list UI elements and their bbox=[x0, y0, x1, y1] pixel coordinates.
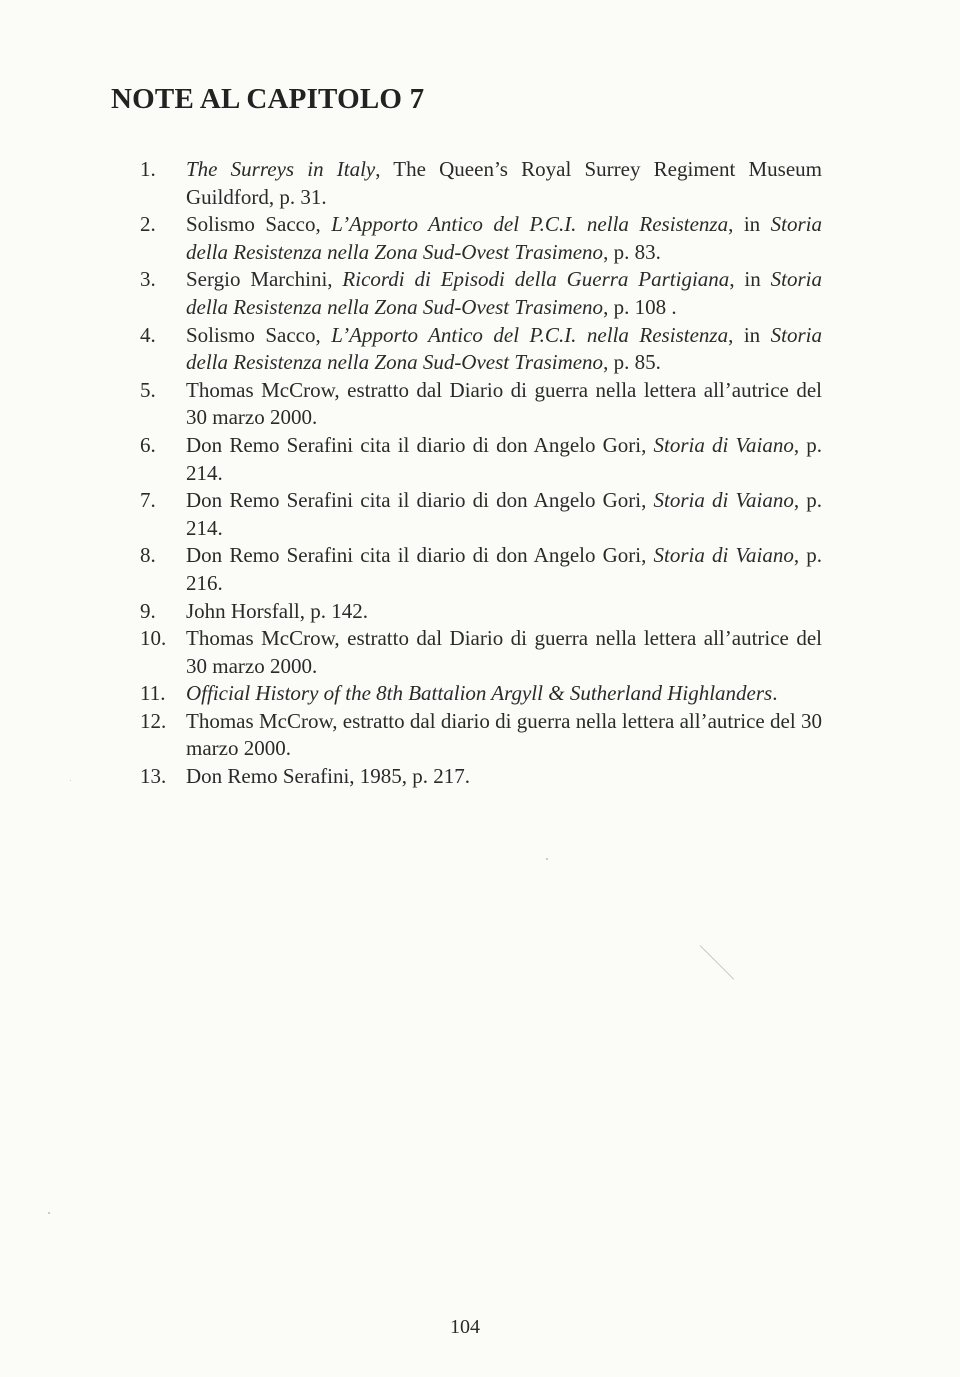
note-number: 4. bbox=[140, 322, 156, 347]
note-item bbox=[140, 763, 822, 791]
chapter-title: NOTE AL CAPITOLO 7 bbox=[111, 83, 425, 115]
note-text-fragment: , in bbox=[728, 322, 771, 347]
note-number: 6. bbox=[140, 432, 156, 457]
note-text-fragment: , p. 83. bbox=[603, 239, 661, 264]
note-number: 5. bbox=[140, 377, 156, 402]
note-text bbox=[186, 487, 822, 542]
note-title-italic: Storia della Resistenza nella Zona Sud-Ovest Trasimeno bbox=[186, 212, 822, 264]
note-item bbox=[140, 625, 822, 680]
note-text-fragment: Sergio Marchini, bbox=[186, 267, 343, 292]
note-text bbox=[186, 708, 822, 763]
note-text bbox=[186, 156, 822, 211]
note-text-fragment: Thomas McCrow, estratto dal diario di guerra nella lettera all’autrice del 30 marzo 2000. bbox=[186, 708, 822, 761]
note-number: 13. bbox=[140, 764, 167, 789]
note-text bbox=[186, 598, 822, 626]
note-text-fragment: Don Remo Serafini cita il diario di don Angelo Gori, bbox=[186, 543, 654, 568]
note-title-italic: Storia della Resistenza nella Zona Sud-Ovest Trasimeno bbox=[186, 267, 822, 319]
note-item bbox=[140, 708, 822, 763]
note-item bbox=[140, 432, 822, 487]
note-item bbox=[140, 322, 822, 377]
note-item bbox=[140, 211, 822, 266]
note-text bbox=[186, 211, 822, 266]
note-number: 1. bbox=[140, 157, 156, 181]
note-title-italic: Ricordi di Episodi della Guerra Partigiana bbox=[342, 267, 730, 292]
note-item bbox=[140, 266, 822, 321]
note-text-fragment: Don Remo Serafini cita il diario di don Angelo Gori, bbox=[186, 432, 654, 457]
note-text-fragment: , p. 85. bbox=[603, 350, 661, 375]
note-number: 11. bbox=[140, 681, 166, 706]
note-number: 10. bbox=[140, 626, 167, 651]
note-title-italic: Storia di Vaiano bbox=[653, 432, 794, 457]
note-title-italic: Storia di Vaiano bbox=[653, 488, 794, 513]
note-text-fragment: John Horsfall, p. 142. bbox=[186, 598, 368, 623]
note-text-fragment: Solismo Sacco, bbox=[186, 322, 332, 347]
note-text-fragment: Don Remo Serafini cita il diario di don Angelo Gori, bbox=[186, 488, 654, 513]
note-text-fragment: . bbox=[772, 681, 778, 706]
note-number: 3. bbox=[140, 267, 156, 292]
note-item bbox=[140, 487, 822, 542]
note-item bbox=[140, 542, 822, 597]
note-title-italic: L’Apporto Antico del P.C.I. nella Resistenza bbox=[331, 322, 729, 347]
note-number: 2. bbox=[140, 212, 156, 237]
note-text bbox=[186, 680, 822, 708]
note-item bbox=[140, 156, 822, 211]
note-title-italic: Storia della Resistenza nella Zona Sud-Ovest Trasimeno bbox=[186, 322, 822, 375]
note-text bbox=[186, 432, 822, 487]
scan-speck bbox=[546, 858, 548, 860]
note-text-fragment: Thomas McCrow, estratto dal Diario di guerra nella lettera all’autrice del 30 marzo 2000. bbox=[186, 626, 822, 678]
note-text-fragment: , p. 108 . bbox=[603, 294, 677, 319]
note-text bbox=[186, 322, 822, 377]
note-text-fragment: , The Queen’s Royal Surrey Regiment Museum Guildford, p. 31. bbox=[186, 157, 822, 209]
note-text bbox=[186, 377, 822, 432]
note-text-fragment: , p. 216. bbox=[186, 543, 823, 595]
note-text-fragment: , p. 214. bbox=[186, 488, 823, 540]
note-number: 7. bbox=[140, 488, 156, 513]
note-text-fragment: Don Remo Serafini, 1985, p. 217. bbox=[186, 764, 471, 789]
note-item bbox=[140, 680, 822, 708]
note-text bbox=[186, 266, 822, 321]
note-title-italic: The Surreys in Italy bbox=[186, 157, 376, 181]
note-text-fragment: , in bbox=[728, 212, 771, 237]
note-item bbox=[140, 598, 822, 626]
note-number: 8. bbox=[140, 543, 156, 568]
note-text bbox=[186, 763, 822, 791]
note-title-italic: Storia di Vaiano bbox=[653, 543, 794, 568]
note-text-fragment: Thomas McCrow, estratto dal Diario di guerra nella lettera all’autrice del 30 marzo 2000. bbox=[186, 377, 822, 430]
note-title-italic: Official History of the 8th Battalion Argyll & Sutherland Highlanders bbox=[186, 681, 773, 706]
note-text bbox=[186, 542, 822, 597]
note-number: 9. bbox=[140, 598, 156, 623]
note-number: 12. bbox=[140, 708, 167, 733]
note-text-fragment: , in bbox=[729, 267, 771, 292]
scan-speck bbox=[48, 1212, 50, 1214]
note-text bbox=[186, 625, 822, 680]
scan-mark bbox=[700, 945, 735, 980]
page-number: 104 bbox=[450, 1316, 480, 1338]
note-text-fragment: Solismo Sacco, bbox=[186, 212, 332, 237]
notes-list bbox=[140, 156, 822, 791]
note-title-italic: L’Apporto Antico del P.C.I. nella Resistenza bbox=[331, 212, 729, 237]
note-text-fragment: , p. 214. bbox=[186, 432, 823, 485]
scan-speck bbox=[70, 780, 71, 781]
note-item bbox=[140, 377, 822, 432]
